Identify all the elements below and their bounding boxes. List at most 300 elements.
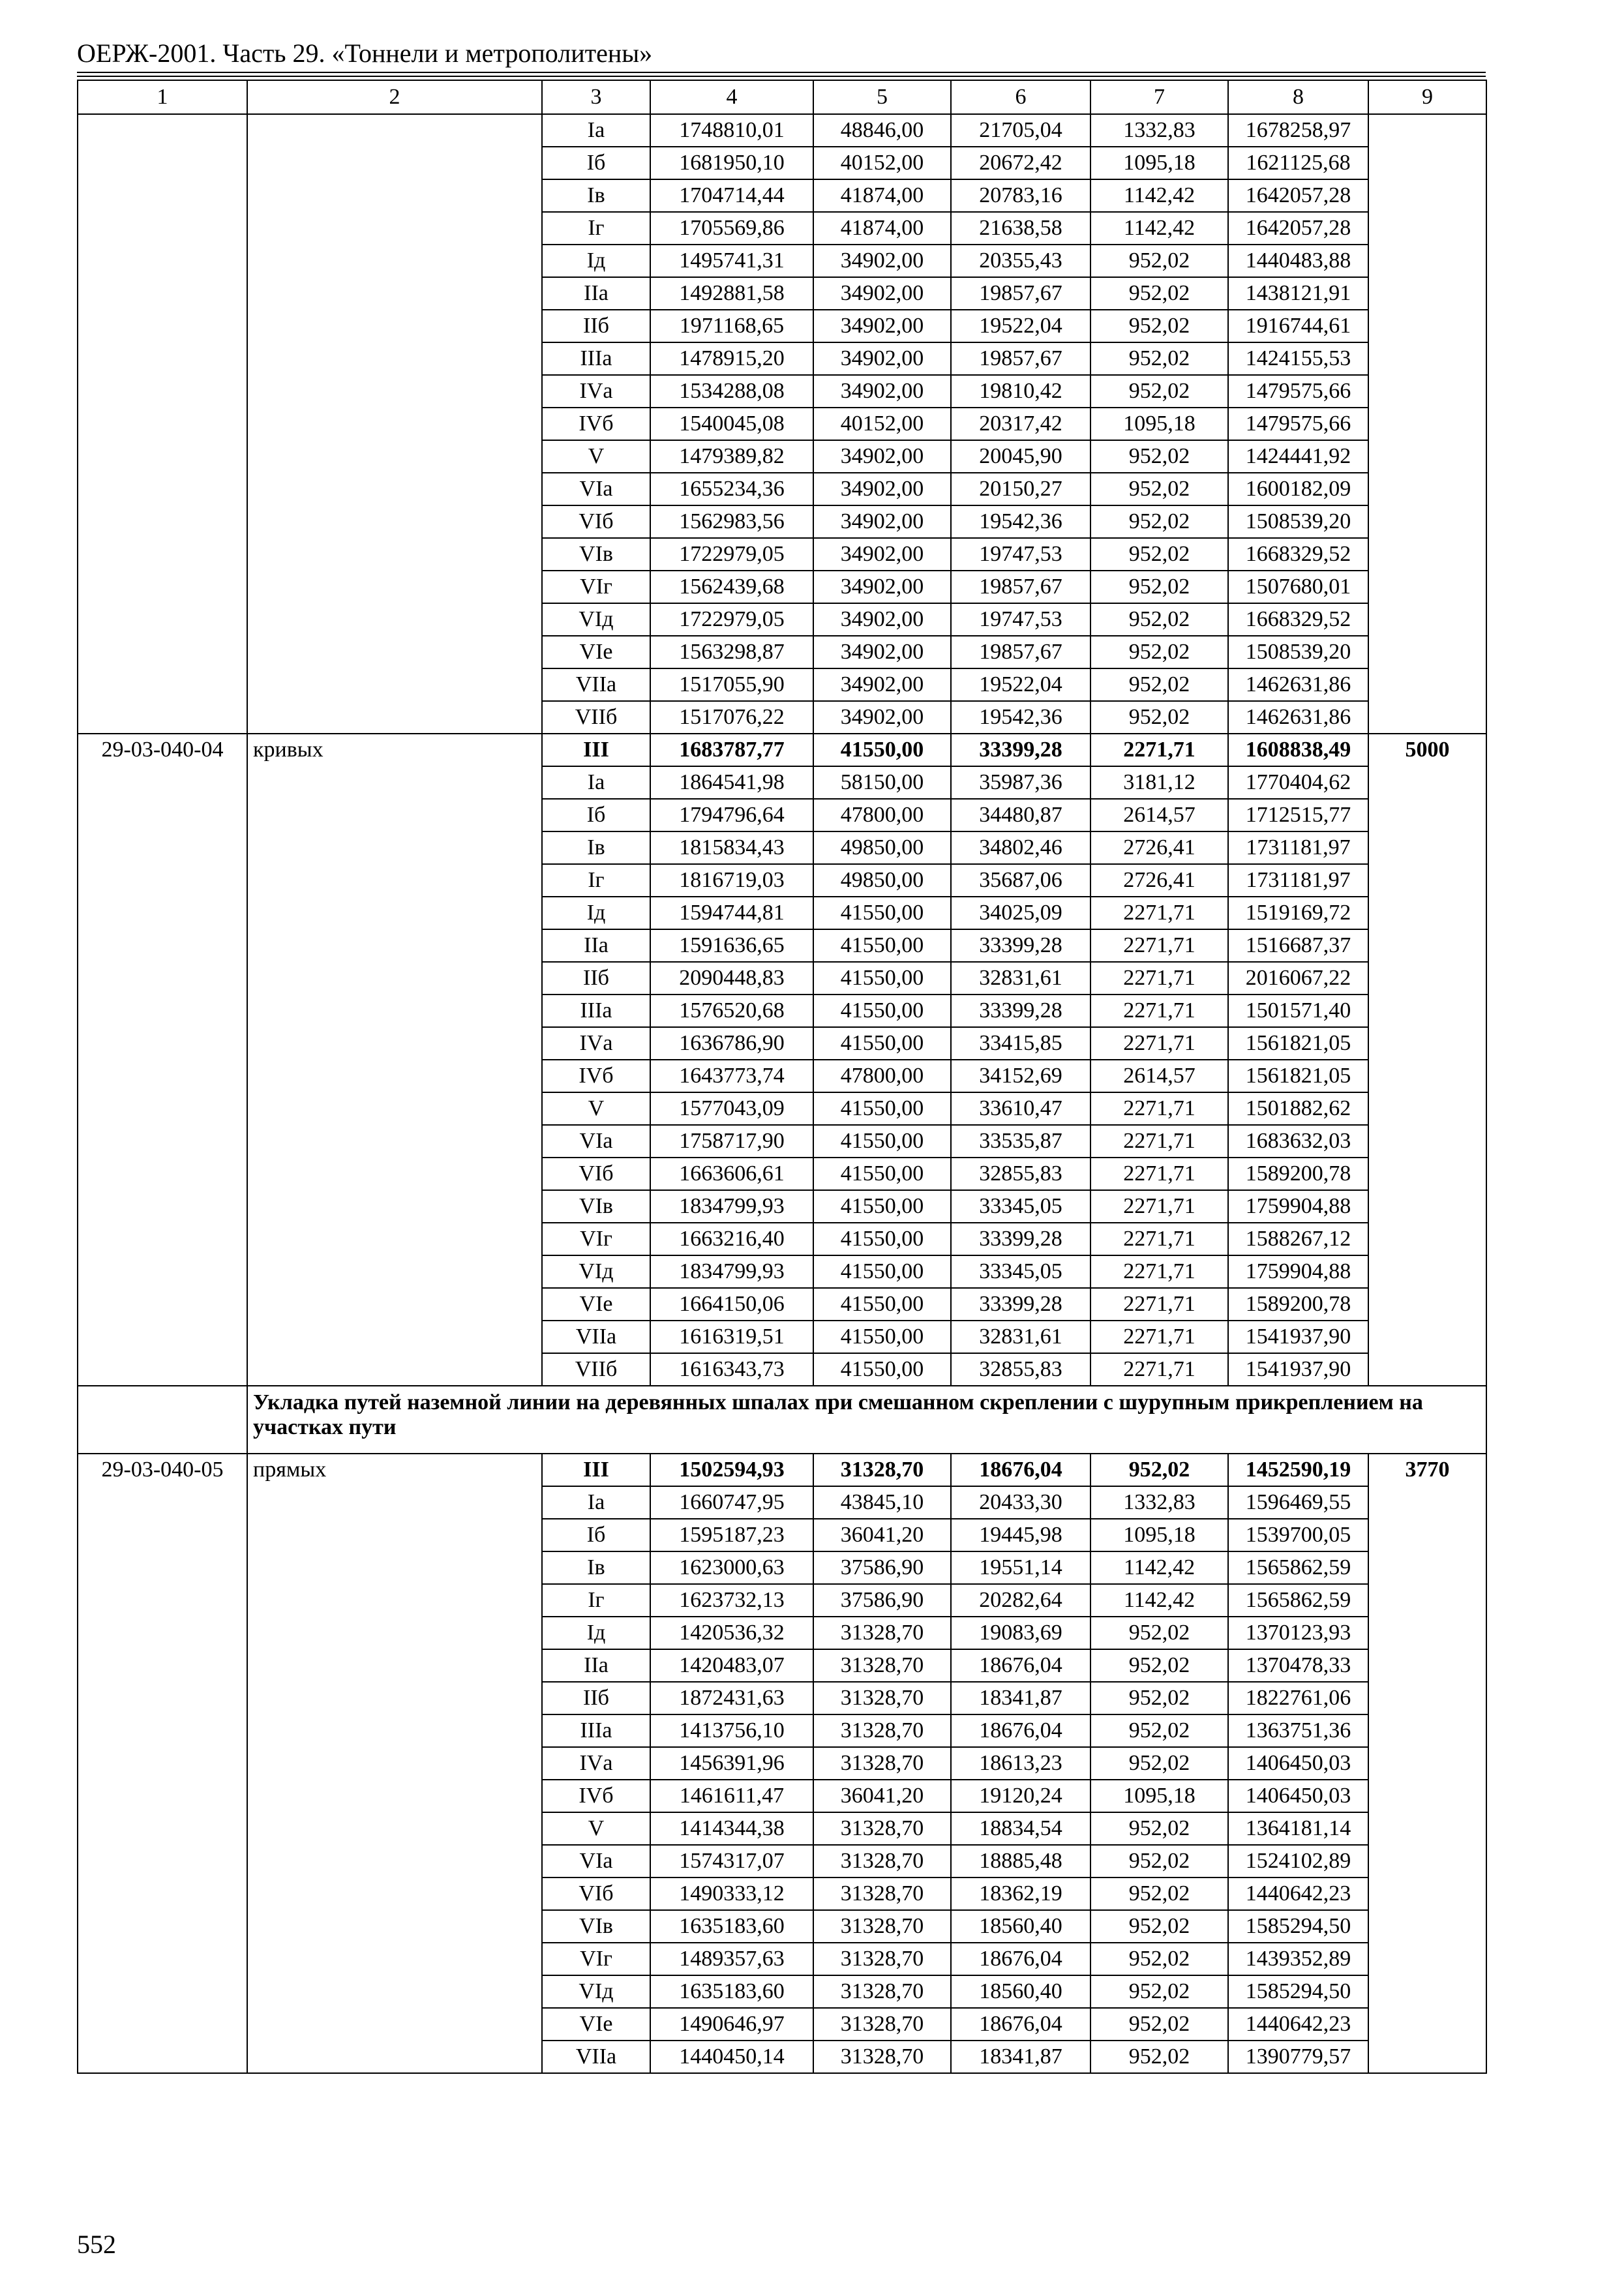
section-cell: IIб xyxy=(542,1682,650,1714)
value-cell: 34025,09 xyxy=(951,897,1090,929)
value-cell: 33399,28 xyxy=(951,995,1090,1027)
value-cell: 18362,19 xyxy=(951,1878,1090,1910)
value-cell: 1456391,96 xyxy=(650,1747,813,1780)
value-cell: 952,02 xyxy=(1090,440,1228,473)
value-cell: 36041,20 xyxy=(813,1780,951,1812)
section-cell: Iв xyxy=(542,831,650,864)
section-cell: IVб xyxy=(542,1780,650,1812)
value-cell: 2271,71 xyxy=(1090,929,1228,962)
value-cell: 1565862,59 xyxy=(1228,1584,1368,1617)
section-cell: V xyxy=(542,440,650,473)
value-cell: 35687,06 xyxy=(951,864,1090,897)
section-cell: Iб xyxy=(542,799,650,831)
value-cell: 31328,70 xyxy=(813,1617,951,1649)
value-cell: 40152,00 xyxy=(813,147,951,179)
value-cell: 34902,00 xyxy=(813,505,951,538)
value-cell: 952,02 xyxy=(1090,1714,1228,1747)
value-cell: 34480,87 xyxy=(951,799,1090,831)
section-cell: VIб xyxy=(542,1158,650,1190)
value-cell: 952,02 xyxy=(1090,603,1228,636)
value-cell: 1621125,68 xyxy=(1228,147,1368,179)
value-cell: 31328,70 xyxy=(813,2041,951,2073)
value-cell: 1390779,57 xyxy=(1228,2041,1368,2073)
value-cell: 1577043,09 xyxy=(650,1092,813,1125)
value-cell: 31328,70 xyxy=(813,1845,951,1878)
column-number: 6 xyxy=(951,80,1090,114)
value-cell: 1363751,36 xyxy=(1228,1714,1368,1747)
column-number: 1 xyxy=(78,80,247,114)
value-cell: 31328,70 xyxy=(813,1943,951,1975)
section-cell: Iв xyxy=(542,179,650,212)
value-cell: 1642057,28 xyxy=(1228,212,1368,245)
section-cell: Iг xyxy=(542,212,650,245)
value-cell: 1516687,37 xyxy=(1228,929,1368,962)
value-cell: 1502594,93 xyxy=(650,1454,813,1486)
value-cell: 1517055,90 xyxy=(650,668,813,701)
value-cell: 32855,83 xyxy=(951,1158,1090,1190)
value-cell: 952,02 xyxy=(1090,375,1228,408)
value-cell: 19522,04 xyxy=(951,668,1090,701)
value-cell: 1731181,97 xyxy=(1228,831,1368,864)
value-cell: 952,02 xyxy=(1090,1975,1228,2008)
value-cell: 1683632,03 xyxy=(1228,1125,1368,1158)
section-cell: VIв xyxy=(542,1190,650,1223)
section-cell: Iб xyxy=(542,1519,650,1551)
value-cell: 36041,20 xyxy=(813,1519,951,1551)
value-cell: 1420536,32 xyxy=(650,1617,813,1649)
value-cell: 1490646,97 xyxy=(650,2008,813,2041)
value-cell: 1439352,89 xyxy=(1228,1943,1368,1975)
value-cell: 34902,00 xyxy=(813,636,951,668)
page-header: ОЕРЖ-2001. Часть 29. «Тоннели и метрополитены» xyxy=(77,38,653,68)
section-cell: IIа xyxy=(542,929,650,962)
value-cell: 41550,00 xyxy=(813,1255,951,1288)
value-cell: 952,02 xyxy=(1090,1747,1228,1780)
section-cell: VIа xyxy=(542,1845,650,1878)
value-cell: 34902,00 xyxy=(813,473,951,505)
value-cell: 18676,04 xyxy=(951,1714,1090,1747)
column9-cell: 3770 xyxy=(1368,1454,1486,2073)
value-cell: 31328,70 xyxy=(813,2008,951,2041)
value-cell: 41550,00 xyxy=(813,1190,951,1223)
section-cell: VIа xyxy=(542,473,650,505)
page-number: 552 xyxy=(77,2230,116,2259)
value-cell: 2271,71 xyxy=(1090,734,1228,766)
value-cell: 35987,36 xyxy=(951,766,1090,799)
value-cell: 1642057,28 xyxy=(1228,179,1368,212)
value-cell: 34902,00 xyxy=(813,440,951,473)
value-cell: 1635183,60 xyxy=(650,1910,813,1943)
value-cell: 952,02 xyxy=(1090,342,1228,375)
section-cell: IVа xyxy=(542,1027,650,1060)
value-cell: 1507680,01 xyxy=(1228,571,1368,603)
value-cell: 952,02 xyxy=(1090,1454,1228,1486)
value-cell: 43845,10 xyxy=(813,1486,951,1519)
value-cell: 2271,71 xyxy=(1090,897,1228,929)
value-cell: 32855,83 xyxy=(951,1353,1090,1386)
value-cell: 1539700,05 xyxy=(1228,1519,1368,1551)
value-cell: 1668329,52 xyxy=(1228,538,1368,571)
value-cell: 1563298,87 xyxy=(650,636,813,668)
value-cell: 18676,04 xyxy=(951,1943,1090,1975)
value-cell: 1663606,61 xyxy=(650,1158,813,1190)
value-cell: 19542,36 xyxy=(951,701,1090,734)
value-cell: 1479389,82 xyxy=(650,440,813,473)
value-cell: 1489357,63 xyxy=(650,1943,813,1975)
value-cell: 1758717,90 xyxy=(650,1125,813,1158)
value-cell: 1406450,03 xyxy=(1228,1780,1368,1812)
value-cell: 18885,48 xyxy=(951,1845,1090,1878)
value-cell: 1370478,33 xyxy=(1228,1649,1368,1682)
value-cell: 2271,71 xyxy=(1090,1223,1228,1255)
value-cell: 1438121,91 xyxy=(1228,277,1368,310)
value-cell: 1864541,98 xyxy=(650,766,813,799)
code-cell xyxy=(78,114,247,734)
value-cell: 41550,00 xyxy=(813,929,951,962)
column9-cell: 5000 xyxy=(1368,734,1486,1386)
value-cell: 1643773,74 xyxy=(650,1060,813,1092)
value-cell: 2271,71 xyxy=(1090,1255,1228,1288)
value-cell: 2271,71 xyxy=(1090,995,1228,1027)
value-cell: 1705569,86 xyxy=(650,212,813,245)
value-cell: 34902,00 xyxy=(813,603,951,636)
name-cell: кривых xyxy=(247,734,542,1386)
value-cell: 34802,46 xyxy=(951,831,1090,864)
section-cell: Iд xyxy=(542,1617,650,1649)
value-cell: 33535,87 xyxy=(951,1125,1090,1158)
name-cell: прямых xyxy=(247,1454,542,2073)
column-number: 8 xyxy=(1228,80,1368,114)
section-cell: IVб xyxy=(542,408,650,440)
value-cell: 1452590,19 xyxy=(1228,1454,1368,1486)
section-cell: VIIб xyxy=(542,1353,650,1386)
section-cell: IIIа xyxy=(542,342,650,375)
table-row xyxy=(78,114,1486,147)
value-cell: 41550,00 xyxy=(813,1027,951,1060)
value-cell: 1508539,20 xyxy=(1228,636,1368,668)
value-cell: 1589200,78 xyxy=(1228,1158,1368,1190)
price-table xyxy=(77,80,1487,2074)
value-cell: 1424155,53 xyxy=(1228,342,1368,375)
value-cell: 1712515,77 xyxy=(1228,799,1368,831)
section-cell: VIIа xyxy=(542,1321,650,1353)
value-cell: 41550,00 xyxy=(813,1158,951,1190)
value-cell: 31328,70 xyxy=(813,1714,951,1747)
value-cell: 1561821,05 xyxy=(1228,1027,1368,1060)
value-cell: 32831,61 xyxy=(951,962,1090,995)
value-cell: 952,02 xyxy=(1090,1812,1228,1845)
value-cell: 1440450,14 xyxy=(650,2041,813,2073)
section-cell: Iа xyxy=(542,114,650,147)
value-cell: 3181,12 xyxy=(1090,766,1228,799)
column-number: 3 xyxy=(542,80,650,114)
name-cell xyxy=(247,114,542,734)
section-cell: VIIа xyxy=(542,2041,650,2073)
section-cell: V xyxy=(542,1812,650,1845)
value-cell: 1142,42 xyxy=(1090,1551,1228,1584)
value-cell: 32831,61 xyxy=(951,1321,1090,1353)
value-cell: 31328,70 xyxy=(813,1682,951,1714)
value-cell: 18834,54 xyxy=(951,1812,1090,1845)
value-cell: 1565862,59 xyxy=(1228,1551,1368,1584)
value-cell: 1600182,09 xyxy=(1228,473,1368,505)
value-cell: 1406450,03 xyxy=(1228,1747,1368,1780)
value-cell: 1759904,88 xyxy=(1228,1255,1368,1288)
value-cell: 49850,00 xyxy=(813,831,951,864)
value-cell: 2271,71 xyxy=(1090,1125,1228,1158)
value-cell: 2614,57 xyxy=(1090,799,1228,831)
value-cell: 37586,90 xyxy=(813,1584,951,1617)
value-cell: 2271,71 xyxy=(1090,1158,1228,1190)
section-cell: IVа xyxy=(542,1747,650,1780)
value-cell: 952,02 xyxy=(1090,571,1228,603)
value-cell: 1623732,13 xyxy=(650,1584,813,1617)
value-cell: 41550,00 xyxy=(813,1288,951,1321)
value-cell: 18613,23 xyxy=(951,1747,1090,1780)
section-cell: Iг xyxy=(542,864,650,897)
section-cell: Iа xyxy=(542,1486,650,1519)
value-cell: 48846,00 xyxy=(813,114,951,147)
table-row xyxy=(78,734,1486,766)
value-cell: 1635183,60 xyxy=(650,1975,813,2008)
value-cell: 19083,69 xyxy=(951,1617,1090,1649)
value-cell: 40152,00 xyxy=(813,408,951,440)
value-cell: 1420483,07 xyxy=(650,1649,813,1682)
value-cell: 31328,70 xyxy=(813,1649,951,1682)
value-cell: 19551,14 xyxy=(951,1551,1090,1584)
value-cell: 2271,71 xyxy=(1090,962,1228,995)
value-cell: 1681950,10 xyxy=(650,147,813,179)
value-cell: 18560,40 xyxy=(951,1910,1090,1943)
value-cell: 33399,28 xyxy=(951,929,1090,962)
value-cell: 1562439,68 xyxy=(650,571,813,603)
value-cell: 1490333,12 xyxy=(650,1878,813,1910)
section-title-row xyxy=(78,1386,1486,1454)
section-cell: VIг xyxy=(542,1223,650,1255)
value-cell: 952,02 xyxy=(1090,505,1228,538)
value-cell: 34902,00 xyxy=(813,310,951,342)
value-cell: 1540045,08 xyxy=(650,408,813,440)
section-cell: Iв xyxy=(542,1551,650,1584)
value-cell: 33399,28 xyxy=(951,1223,1090,1255)
section-title: Укладка путей наземной линии на деревянных шпалах при смешанном скреплении с шурупным прикреплением на участках пути xyxy=(247,1386,1486,1454)
value-cell: 1413756,10 xyxy=(650,1714,813,1747)
value-cell: 47800,00 xyxy=(813,1060,951,1092)
value-cell: 41550,00 xyxy=(813,1223,951,1255)
value-cell: 34902,00 xyxy=(813,538,951,571)
value-cell: 34902,00 xyxy=(813,571,951,603)
column9-cell xyxy=(1368,114,1486,734)
value-cell: 37586,90 xyxy=(813,1551,951,1584)
section-cell: VIе xyxy=(542,1288,650,1321)
value-cell: 952,02 xyxy=(1090,1943,1228,1975)
value-cell: 1364181,14 xyxy=(1228,1812,1368,1845)
value-cell: 1095,18 xyxy=(1090,1519,1228,1551)
value-cell: 1095,18 xyxy=(1090,408,1228,440)
value-cell: 33399,28 xyxy=(951,734,1090,766)
value-cell: 34902,00 xyxy=(813,701,951,734)
value-cell: 18676,04 xyxy=(951,2008,1090,2041)
value-cell: 952,02 xyxy=(1090,636,1228,668)
value-cell: 47800,00 xyxy=(813,799,951,831)
section-cell: IIб xyxy=(542,962,650,995)
value-cell: 1596469,55 xyxy=(1228,1486,1368,1519)
value-cell: 1594744,81 xyxy=(650,897,813,929)
section-cell: IIб xyxy=(542,310,650,342)
value-cell: 1574317,07 xyxy=(650,1845,813,1878)
value-cell: 41550,00 xyxy=(813,897,951,929)
value-cell: 1722979,05 xyxy=(650,603,813,636)
value-cell: 1585294,50 xyxy=(1228,1975,1368,2008)
value-cell: 1541937,90 xyxy=(1228,1321,1368,1353)
value-cell: 952,02 xyxy=(1090,668,1228,701)
value-cell: 1591636,65 xyxy=(650,929,813,962)
value-cell: 19542,36 xyxy=(951,505,1090,538)
value-cell: 33345,05 xyxy=(951,1255,1090,1288)
value-cell: 2271,71 xyxy=(1090,1288,1228,1321)
value-cell: 19120,24 xyxy=(951,1780,1090,1812)
section-cell: IVа xyxy=(542,375,650,408)
value-cell: 952,02 xyxy=(1090,310,1228,342)
value-cell: 1462631,86 xyxy=(1228,701,1368,734)
value-cell: 1479575,66 xyxy=(1228,375,1368,408)
value-cell: 1508539,20 xyxy=(1228,505,1368,538)
value-cell: 1561821,05 xyxy=(1228,1060,1368,1092)
value-cell: 19522,04 xyxy=(951,310,1090,342)
value-cell: 1585294,50 xyxy=(1228,1910,1368,1943)
section-title-spacer xyxy=(78,1386,247,1454)
value-cell: 952,02 xyxy=(1090,1617,1228,1649)
section-cell: VIв xyxy=(542,1910,650,1943)
value-cell: 2271,71 xyxy=(1090,1321,1228,1353)
section-cell: V xyxy=(542,1092,650,1125)
value-cell: 1370123,93 xyxy=(1228,1617,1368,1649)
value-cell: 18676,04 xyxy=(951,1454,1090,1486)
value-cell: 2726,41 xyxy=(1090,864,1228,897)
value-cell: 952,02 xyxy=(1090,1682,1228,1714)
value-cell: 49850,00 xyxy=(813,864,951,897)
value-cell: 1759904,88 xyxy=(1228,1190,1368,1223)
value-cell: 1462631,86 xyxy=(1228,668,1368,701)
value-cell: 1834799,93 xyxy=(650,1255,813,1288)
value-cell: 20317,42 xyxy=(951,408,1090,440)
value-cell: 21705,04 xyxy=(951,114,1090,147)
value-cell: 1660747,95 xyxy=(650,1486,813,1519)
section-cell: Iд xyxy=(542,245,650,277)
column-number: 5 xyxy=(813,80,951,114)
section-cell: Iа xyxy=(542,766,650,799)
value-cell: 1815834,43 xyxy=(650,831,813,864)
value-cell: 2016067,22 xyxy=(1228,962,1368,995)
value-cell: 2271,71 xyxy=(1090,1190,1228,1223)
code-cell: 29-03-040-04 xyxy=(78,734,247,1386)
value-cell: 34902,00 xyxy=(813,277,951,310)
value-cell: 1616319,51 xyxy=(650,1321,813,1353)
value-cell: 1332,83 xyxy=(1090,1486,1228,1519)
column-number: 9 xyxy=(1368,80,1486,114)
value-cell: 33399,28 xyxy=(951,1288,1090,1321)
value-cell: 1424441,92 xyxy=(1228,440,1368,473)
value-cell: 2271,71 xyxy=(1090,1353,1228,1386)
value-cell: 2271,71 xyxy=(1090,1092,1228,1125)
value-cell: 952,02 xyxy=(1090,473,1228,505)
value-cell: 1524102,89 xyxy=(1228,1845,1368,1878)
column-number: 4 xyxy=(650,80,813,114)
value-cell: 18341,87 xyxy=(951,2041,1090,2073)
value-cell: 41550,00 xyxy=(813,1321,951,1353)
value-cell: 1589200,78 xyxy=(1228,1288,1368,1321)
value-cell: 21638,58 xyxy=(951,212,1090,245)
value-cell: 952,02 xyxy=(1090,1845,1228,1878)
value-cell: 31328,70 xyxy=(813,1747,951,1780)
value-cell: 1816719,03 xyxy=(650,864,813,897)
section-cell: Iд xyxy=(542,897,650,929)
value-cell: 952,02 xyxy=(1090,1878,1228,1910)
column-number-row xyxy=(78,80,1486,114)
value-cell: 34152,69 xyxy=(951,1060,1090,1092)
value-cell: 1616343,73 xyxy=(650,1353,813,1386)
value-cell: 19747,53 xyxy=(951,603,1090,636)
value-cell: 18341,87 xyxy=(951,1682,1090,1714)
value-cell: 1479575,66 xyxy=(1228,408,1368,440)
value-cell: 19857,67 xyxy=(951,277,1090,310)
value-cell: 41550,00 xyxy=(813,734,951,766)
section-cell: VIIа xyxy=(542,668,650,701)
value-cell: 19857,67 xyxy=(951,342,1090,375)
value-cell: 1478915,20 xyxy=(650,342,813,375)
value-cell: 1562983,56 xyxy=(650,505,813,538)
value-cell: 20433,30 xyxy=(951,1486,1090,1519)
value-cell: 33610,47 xyxy=(951,1092,1090,1125)
value-cell: 34902,00 xyxy=(813,668,951,701)
value-cell: 1142,42 xyxy=(1090,212,1228,245)
value-cell: 31328,70 xyxy=(813,1878,951,1910)
value-cell: 33345,05 xyxy=(951,1190,1090,1223)
value-cell: 1872431,63 xyxy=(650,1682,813,1714)
section-cell: VIIб xyxy=(542,701,650,734)
value-cell: 1678258,97 xyxy=(1228,114,1368,147)
value-cell: 58150,00 xyxy=(813,766,951,799)
table-row xyxy=(78,1454,1486,1486)
table-body xyxy=(78,80,1486,2073)
value-cell: 1492881,58 xyxy=(650,277,813,310)
value-cell: 1332,83 xyxy=(1090,114,1228,147)
value-cell: 20045,90 xyxy=(951,440,1090,473)
value-cell: 41550,00 xyxy=(813,1092,951,1125)
value-cell: 1501571,40 xyxy=(1228,995,1368,1027)
value-cell: 1655234,36 xyxy=(650,473,813,505)
value-cell: 1142,42 xyxy=(1090,179,1228,212)
value-cell: 1142,42 xyxy=(1090,1584,1228,1617)
value-cell: 41550,00 xyxy=(813,995,951,1027)
section-cell: VIд xyxy=(542,1975,650,2008)
section-cell: Iб xyxy=(542,147,650,179)
value-cell: 1095,18 xyxy=(1090,1780,1228,1812)
value-cell: 1683787,77 xyxy=(650,734,813,766)
value-cell: 1722979,05 xyxy=(650,538,813,571)
value-cell: 1517076,22 xyxy=(650,701,813,734)
value-cell: 1576520,68 xyxy=(650,995,813,1027)
value-cell: 34902,00 xyxy=(813,375,951,408)
section-cell: IIа xyxy=(542,277,650,310)
value-cell: 1495741,31 xyxy=(650,245,813,277)
value-cell: 1541937,90 xyxy=(1228,1353,1368,1386)
value-cell: 952,02 xyxy=(1090,538,1228,571)
value-cell: 31328,70 xyxy=(813,1812,951,1845)
value-cell: 19810,42 xyxy=(951,375,1090,408)
value-cell: 952,02 xyxy=(1090,2041,1228,2073)
value-cell: 952,02 xyxy=(1090,1910,1228,1943)
